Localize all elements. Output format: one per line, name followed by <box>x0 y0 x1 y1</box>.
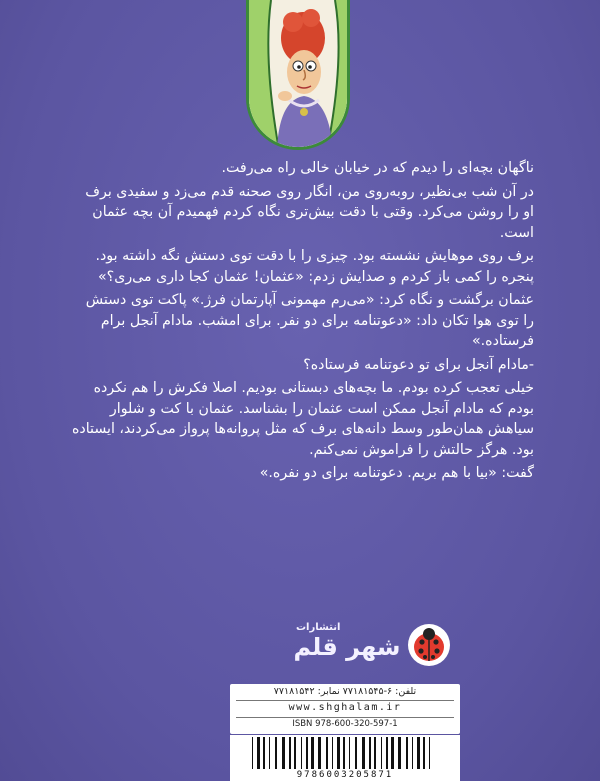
isbn: ISBN 978-600-320-597-1 <box>292 719 398 729</box>
barcode <box>230 735 460 781</box>
barcode-bar <box>257 737 260 769</box>
barcode-bar <box>374 737 376 769</box>
publisher-label: انتشارات <box>296 622 341 633</box>
publisher-info <box>230 684 460 734</box>
barcode-bar <box>369 737 371 769</box>
back-cover-excerpt <box>72 158 534 487</box>
barcode-number: 9786003205871 <box>296 770 394 780</box>
barcode-bar <box>294 737 296 769</box>
barcode-bar <box>306 737 308 769</box>
excerpt-paragraph: در آن شب بی‌نظیر، روبه‌روی من، انگار روی صحنه قدم می‌زد و سفیدی برف او را روشن می‌کرد. وقتی با دقت بیش‌تری نگاه کردم فهمیدم آن بچه عثمان است. <box>85 183 534 241</box>
excerpt-paragraph: خیلی تعجب کرده بودم. ما بچه‌های دبستانی بودیم. اصلا فکرش را هم نکرده بودم که مادام آنجل ممکن است عثمان را بشناسد. عثمان با کت و شلوار سیاهش همان‌طور وسط دانه‌های برف که مثل پروانه‌ها پرواز می‌کردند، ایستاده بود. هرگز حالتش را فراموش نمی‌کنم. <box>71 380 534 458</box>
excerpt-paragraph: ناگهان بچه‌ای را دیدم که در خیابان خالی راه می‌رفت. <box>221 160 534 176</box>
barcode-bar <box>417 737 420 769</box>
woman-with-red-hair-illustration <box>246 0 350 150</box>
website-link[interactable]: www.shghalam.ir <box>288 702 402 713</box>
barcode-bar <box>332 737 333 769</box>
barcode-bar <box>381 737 382 769</box>
barcode-bar <box>429 737 430 769</box>
barcode-bar <box>386 737 388 769</box>
ladybug-icon <box>406 622 452 668</box>
barcode-bar <box>423 737 425 769</box>
barcode-bar <box>343 737 345 769</box>
barcode-bar <box>282 737 285 769</box>
barcode-bar <box>398 737 401 769</box>
barcode-bar <box>263 737 265 769</box>
barcode-bar <box>362 737 365 769</box>
barcode-bar <box>406 737 408 769</box>
excerpt-paragraph: -مادام آنجل برای تو دعوتنامه فرستاده؟ <box>303 356 534 373</box>
barcode-bar <box>275 737 277 769</box>
barcode-bar <box>326 737 328 769</box>
excerpt-paragraph: عثمان برگشت و نگاه کرد: «می‌رم مهمونی آپارتمان فرژ.» پاکت توی دستش را توی هوا تکان داد: «دعوتنامه برای دو نفر. برای امشب. مادام آنجل برام فرستاده.» <box>85 292 534 349</box>
barcode-bar <box>318 737 321 769</box>
excerpt-paragraph: برف روی موهایش نشسته بود. چیزی را با دقت توی دستش نگه داشته بود. پنجره را کمی باز کردم و صدایش زدم: «عثمان! عثمان کجا داری می‌ری؟» <box>95 248 534 285</box>
phone-fax: تلفن: ۶-۷۷۱۸۱۵۴۵ نمابر: ۷۷۱۸۱۵۴۲ <box>273 686 417 697</box>
barcode-bar <box>337 737 340 769</box>
publisher-logo <box>292 624 402 680</box>
publisher-name: شهر قلم <box>293 633 401 661</box>
barcode-bar <box>252 737 253 769</box>
barcode-bar <box>391 737 394 769</box>
barcode-bar <box>311 737 314 769</box>
barcode-bar <box>269 737 270 769</box>
barcode-bar <box>355 737 357 769</box>
barcode-bar <box>301 737 302 769</box>
barcode-bar <box>289 737 291 769</box>
barcode-bar <box>349 737 350 769</box>
excerpt-paragraph: گفت: «بیا با هم بریم. دعوتنامه برای دو نفره.» <box>259 465 534 481</box>
barcode-bar <box>412 737 413 769</box>
